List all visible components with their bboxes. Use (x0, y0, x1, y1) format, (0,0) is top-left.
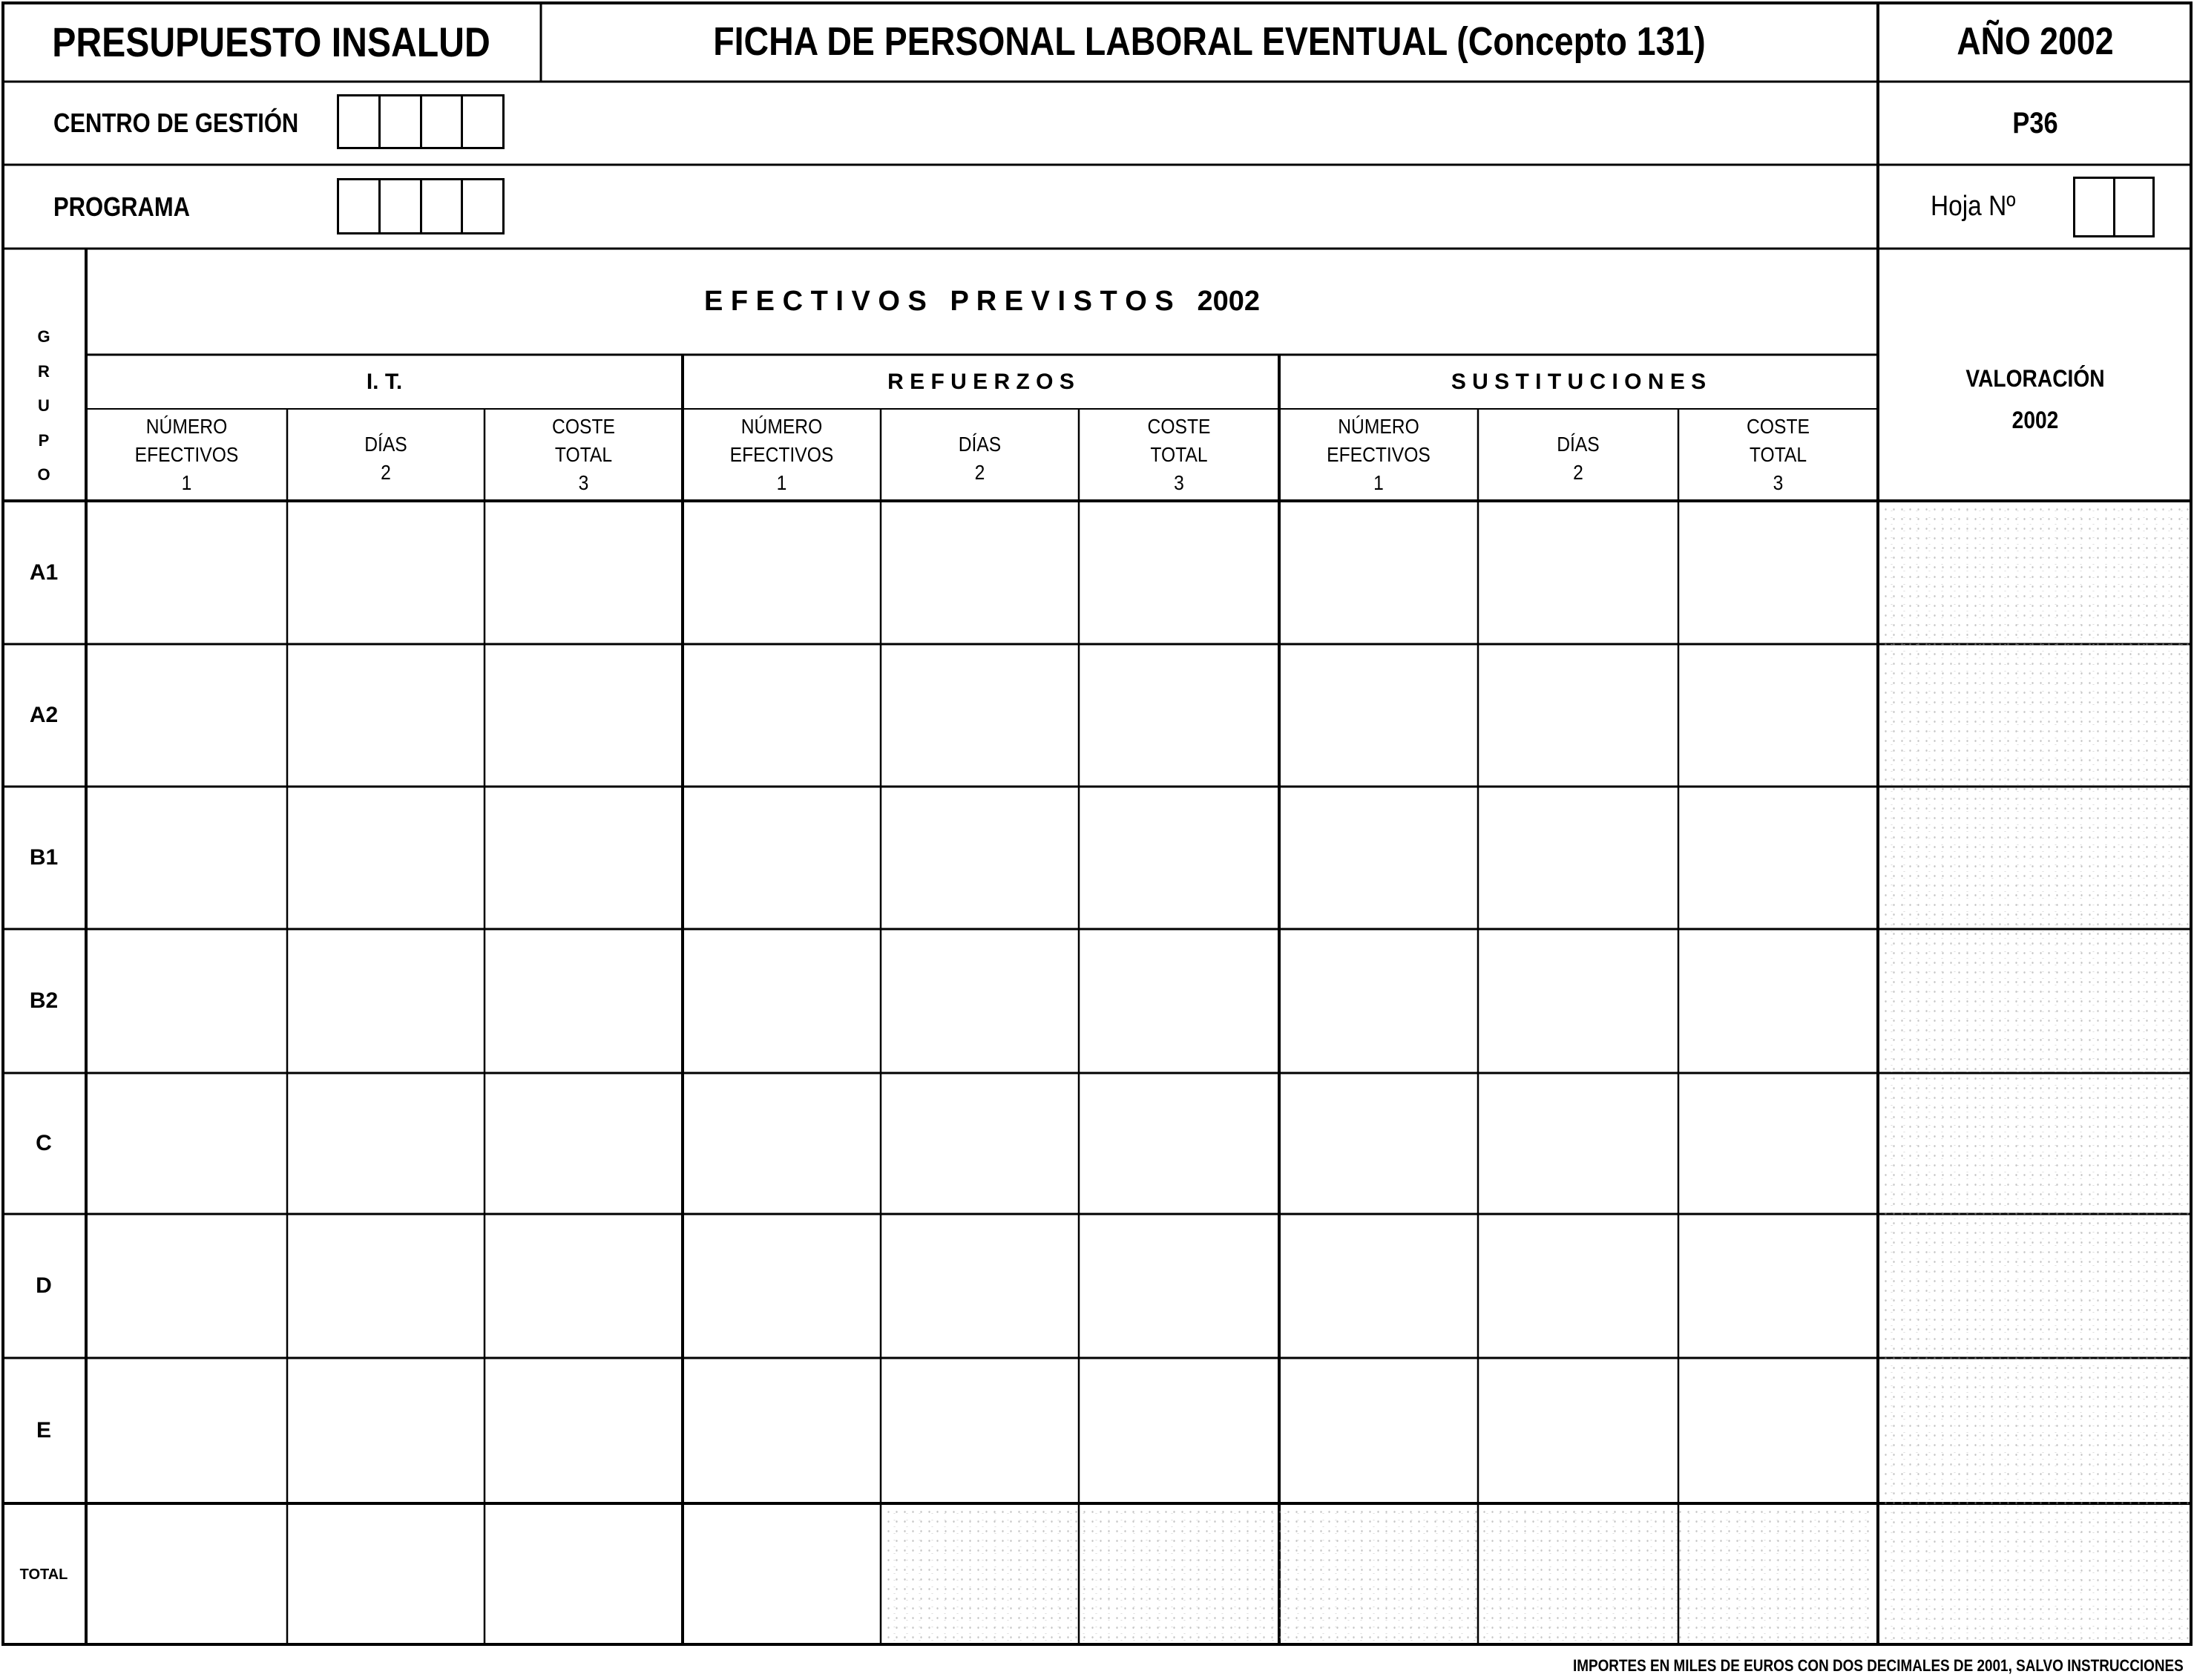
code-box[interactable] (2075, 179, 2115, 235)
data-cell[interactable] (1081, 789, 1277, 927)
data-cell[interactable] (1281, 503, 1476, 642)
data-cell[interactable] (1281, 1216, 1476, 1356)
data-cell[interactable] (88, 1360, 285, 1501)
data-cell[interactable] (883, 1075, 1077, 1212)
col-header-coste-total (1690, 409, 1866, 501)
year-title: AÑO 2002 (1957, 20, 2114, 63)
valoracion-header (1896, 358, 2173, 447)
data-cell[interactable] (1681, 1506, 1876, 1644)
col-header-line: COSTE (552, 415, 615, 438)
data-cell[interactable] (1281, 1075, 1476, 1212)
form-title: FICHA DE PERSONAL LABORAL EVENTUAL (Concepto 131) (713, 19, 1706, 64)
data-cell[interactable] (1081, 1075, 1277, 1212)
group-label-b2: B2 (29, 988, 59, 1013)
data-cell[interactable] (1480, 1075, 1676, 1212)
data-cell[interactable] (487, 789, 680, 927)
col-header-numero-efectivos (694, 409, 869, 501)
col-header-coste-total (1091, 409, 1267, 501)
group-label-a1: A1 (29, 560, 59, 585)
data-cell[interactable] (88, 1506, 285, 1644)
col-header-numero-efectivos (98, 409, 275, 501)
col-header-line: TOTAL (554, 443, 613, 466)
data-cell[interactable] (88, 1216, 285, 1356)
data-cell[interactable] (1681, 1360, 1876, 1501)
col-header-dias (893, 409, 1067, 501)
col-header-line: DÍAS (364, 433, 407, 456)
data-cell[interactable] (88, 931, 285, 1071)
data-cell[interactable] (1281, 1360, 1476, 1501)
section-title-refuerzos: R E F U E R Z O S (887, 369, 1074, 394)
code-box[interactable] (381, 180, 422, 232)
col-header-line: 1 (776, 471, 787, 494)
col-header-line: 1 (181, 471, 192, 494)
data-cell[interactable] (1081, 1216, 1277, 1356)
group-label-d: D (36, 1273, 52, 1298)
data-cell[interactable] (1281, 1506, 1476, 1644)
data-cell[interactable] (1081, 1360, 1277, 1501)
data-cell[interactable] (487, 1075, 680, 1212)
valoracion-cell[interactable] (1880, 1360, 2190, 1501)
code-box[interactable] (463, 96, 502, 147)
programa-label: PROGRAMA (53, 191, 191, 222)
col-header-line: EFECTIVOS (729, 443, 834, 466)
data-cell[interactable] (1681, 931, 1876, 1071)
group-label-total: TOTAL (19, 1566, 68, 1583)
data-cell[interactable] (1681, 789, 1876, 927)
col-header-line: 3 (578, 471, 589, 494)
col-header-coste-total (496, 409, 671, 501)
data-cell[interactable] (685, 789, 878, 927)
col-header-line: EFECTIVOS (134, 443, 239, 466)
group-label-c: C (36, 1131, 52, 1155)
data-cell[interactable] (88, 503, 285, 642)
data-cell[interactable] (1480, 1360, 1676, 1501)
programa-code-input[interactable] (337, 178, 505, 234)
data-cell[interactable] (685, 503, 878, 642)
centro-gestion-label: CENTRO DE GESTIÓN (53, 108, 299, 138)
data-cell[interactable] (685, 931, 878, 1071)
col-header-line: NÚMERO (1338, 415, 1419, 438)
valoracion-cell[interactable] (1880, 931, 2190, 1071)
col-header-line: 2 (381, 461, 391, 484)
grupo-letter: R (38, 361, 50, 381)
data-cell[interactable] (685, 1506, 878, 1644)
group-label-e: E (36, 1418, 51, 1443)
centro-gestion-code-input[interactable] (337, 94, 505, 149)
col-header-dias (299, 409, 473, 501)
col-header-line: DÍAS (958, 433, 1002, 456)
valoracion-cell[interactable] (1880, 789, 2190, 927)
data-cell[interactable] (1480, 789, 1676, 927)
data-cell[interactable] (487, 931, 680, 1071)
data-cell[interactable] (487, 503, 680, 642)
data-cell[interactable] (1281, 931, 1476, 1071)
amounts-footnote: IMPORTES EN MILES DE EUROS CON DOS DECIMALES DE 2001, SALVO INSTRUCCIONES (1573, 1656, 2184, 1675)
data-cell[interactable] (487, 1506, 680, 1644)
data-cell[interactable] (1081, 503, 1277, 642)
col-header-line: TOTAL (1749, 443, 1807, 466)
data-cell[interactable] (289, 1360, 482, 1501)
section-title-it: I. T. (366, 369, 403, 394)
data-cell[interactable] (883, 1360, 1077, 1501)
grupo-letter: U (38, 396, 50, 415)
data-cell[interactable] (883, 931, 1077, 1071)
col-header-line: 3 (1174, 471, 1184, 494)
form-code: P36 (2012, 106, 2058, 140)
grupo-letter: P (38, 430, 50, 450)
grupo-letter: G (37, 327, 50, 346)
data-cell[interactable] (883, 646, 1077, 784)
data-cell[interactable] (289, 1216, 482, 1356)
data-cell[interactable] (1081, 1506, 1277, 1644)
valoracion-cell[interactable] (1880, 1075, 2190, 1212)
col-header-line: NÚMERO (145, 415, 228, 438)
code-box[interactable] (422, 96, 464, 147)
valoracion-cell[interactable] (1880, 503, 2190, 642)
data-cell[interactable] (883, 789, 1077, 927)
section-title-sustituciones: S U S T I T U C I O N E S (1451, 369, 1707, 394)
data-cell[interactable] (883, 1216, 1077, 1356)
data-cell[interactable] (1480, 1216, 1676, 1356)
data-cell[interactable] (685, 1360, 878, 1501)
code-box[interactable] (339, 96, 381, 147)
grupo-vertical-label (1, 328, 86, 484)
grupo-letter: O (37, 465, 50, 484)
org-title: PRESUPUESTO INSALUD (52, 18, 490, 65)
data-cell[interactable] (685, 1216, 878, 1356)
data-cell[interactable] (1480, 646, 1676, 784)
col-header-line: EFECTIVOS (1327, 443, 1431, 466)
data-cell[interactable] (289, 1075, 482, 1212)
valoracion-year: 2002 (2011, 407, 2059, 433)
data-cell[interactable] (1281, 789, 1476, 927)
data-cell[interactable] (1081, 931, 1277, 1071)
hoja-number-input[interactable] (2073, 177, 2155, 237)
data-cell[interactable] (289, 789, 482, 927)
hoja-label: Hoja Nº (1931, 191, 2016, 222)
data-cell[interactable] (1480, 503, 1676, 642)
data-cell[interactable] (289, 1506, 482, 1644)
col-header-line: COSTE (1147, 415, 1211, 438)
col-header-line: DÍAS (1557, 433, 1600, 456)
valoracion-cell[interactable] (1880, 1506, 2190, 1644)
data-cell[interactable] (1281, 646, 1476, 784)
col-header-line: 2 (1573, 461, 1583, 484)
code-box[interactable] (339, 180, 381, 232)
efectivos-previstos-title: E F E C T I V O S P R E V I S T O S 2002 (704, 286, 1260, 317)
col-header-line: COSTE (1747, 415, 1810, 438)
group-label-a2: A2 (29, 703, 59, 727)
data-cell[interactable] (1681, 646, 1876, 784)
col-header-line: 2 (974, 461, 985, 484)
col-header-line: TOTAL (1150, 443, 1208, 466)
data-cell[interactable] (289, 931, 482, 1071)
valoracion-cell[interactable] (1880, 1216, 2190, 1356)
data-cell[interactable] (1681, 1216, 1876, 1356)
col-header-line: 3 (1773, 471, 1784, 494)
data-cell[interactable] (1681, 1075, 1876, 1212)
col-header-line: 1 (1373, 471, 1384, 494)
data-cell[interactable] (883, 503, 1077, 642)
data-cell[interactable] (487, 646, 680, 784)
data-cell[interactable] (883, 1506, 1077, 1644)
data-cell[interactable] (685, 1075, 878, 1212)
data-cell[interactable] (88, 1075, 285, 1212)
valoracion-cell[interactable] (1880, 646, 2190, 784)
data-cell[interactable] (487, 1216, 680, 1356)
budget-form-sheet (1, 1, 2193, 1646)
code-box[interactable] (2115, 179, 2153, 235)
data-cell[interactable] (289, 646, 482, 784)
col-header-numero-efectivos (1291, 409, 1466, 501)
data-cell[interactable] (88, 789, 285, 927)
data-cell[interactable] (289, 503, 482, 642)
data-cell[interactable] (1081, 646, 1277, 784)
group-label-b1: B1 (29, 845, 59, 870)
code-box[interactable] (463, 180, 502, 232)
code-box[interactable] (381, 96, 422, 147)
data-cell[interactable] (1480, 931, 1676, 1071)
data-cell[interactable] (88, 646, 285, 784)
data-cell[interactable] (487, 1360, 680, 1501)
data-cell[interactable] (1681, 503, 1876, 642)
col-header-line: NÚMERO (740, 415, 823, 438)
valoracion-label: VALORACIÓN (1965, 365, 2105, 392)
data-cell[interactable] (685, 646, 878, 784)
col-header-dias (1490, 409, 1666, 501)
code-box[interactable] (422, 180, 464, 232)
data-cell[interactable] (1480, 1506, 1676, 1644)
